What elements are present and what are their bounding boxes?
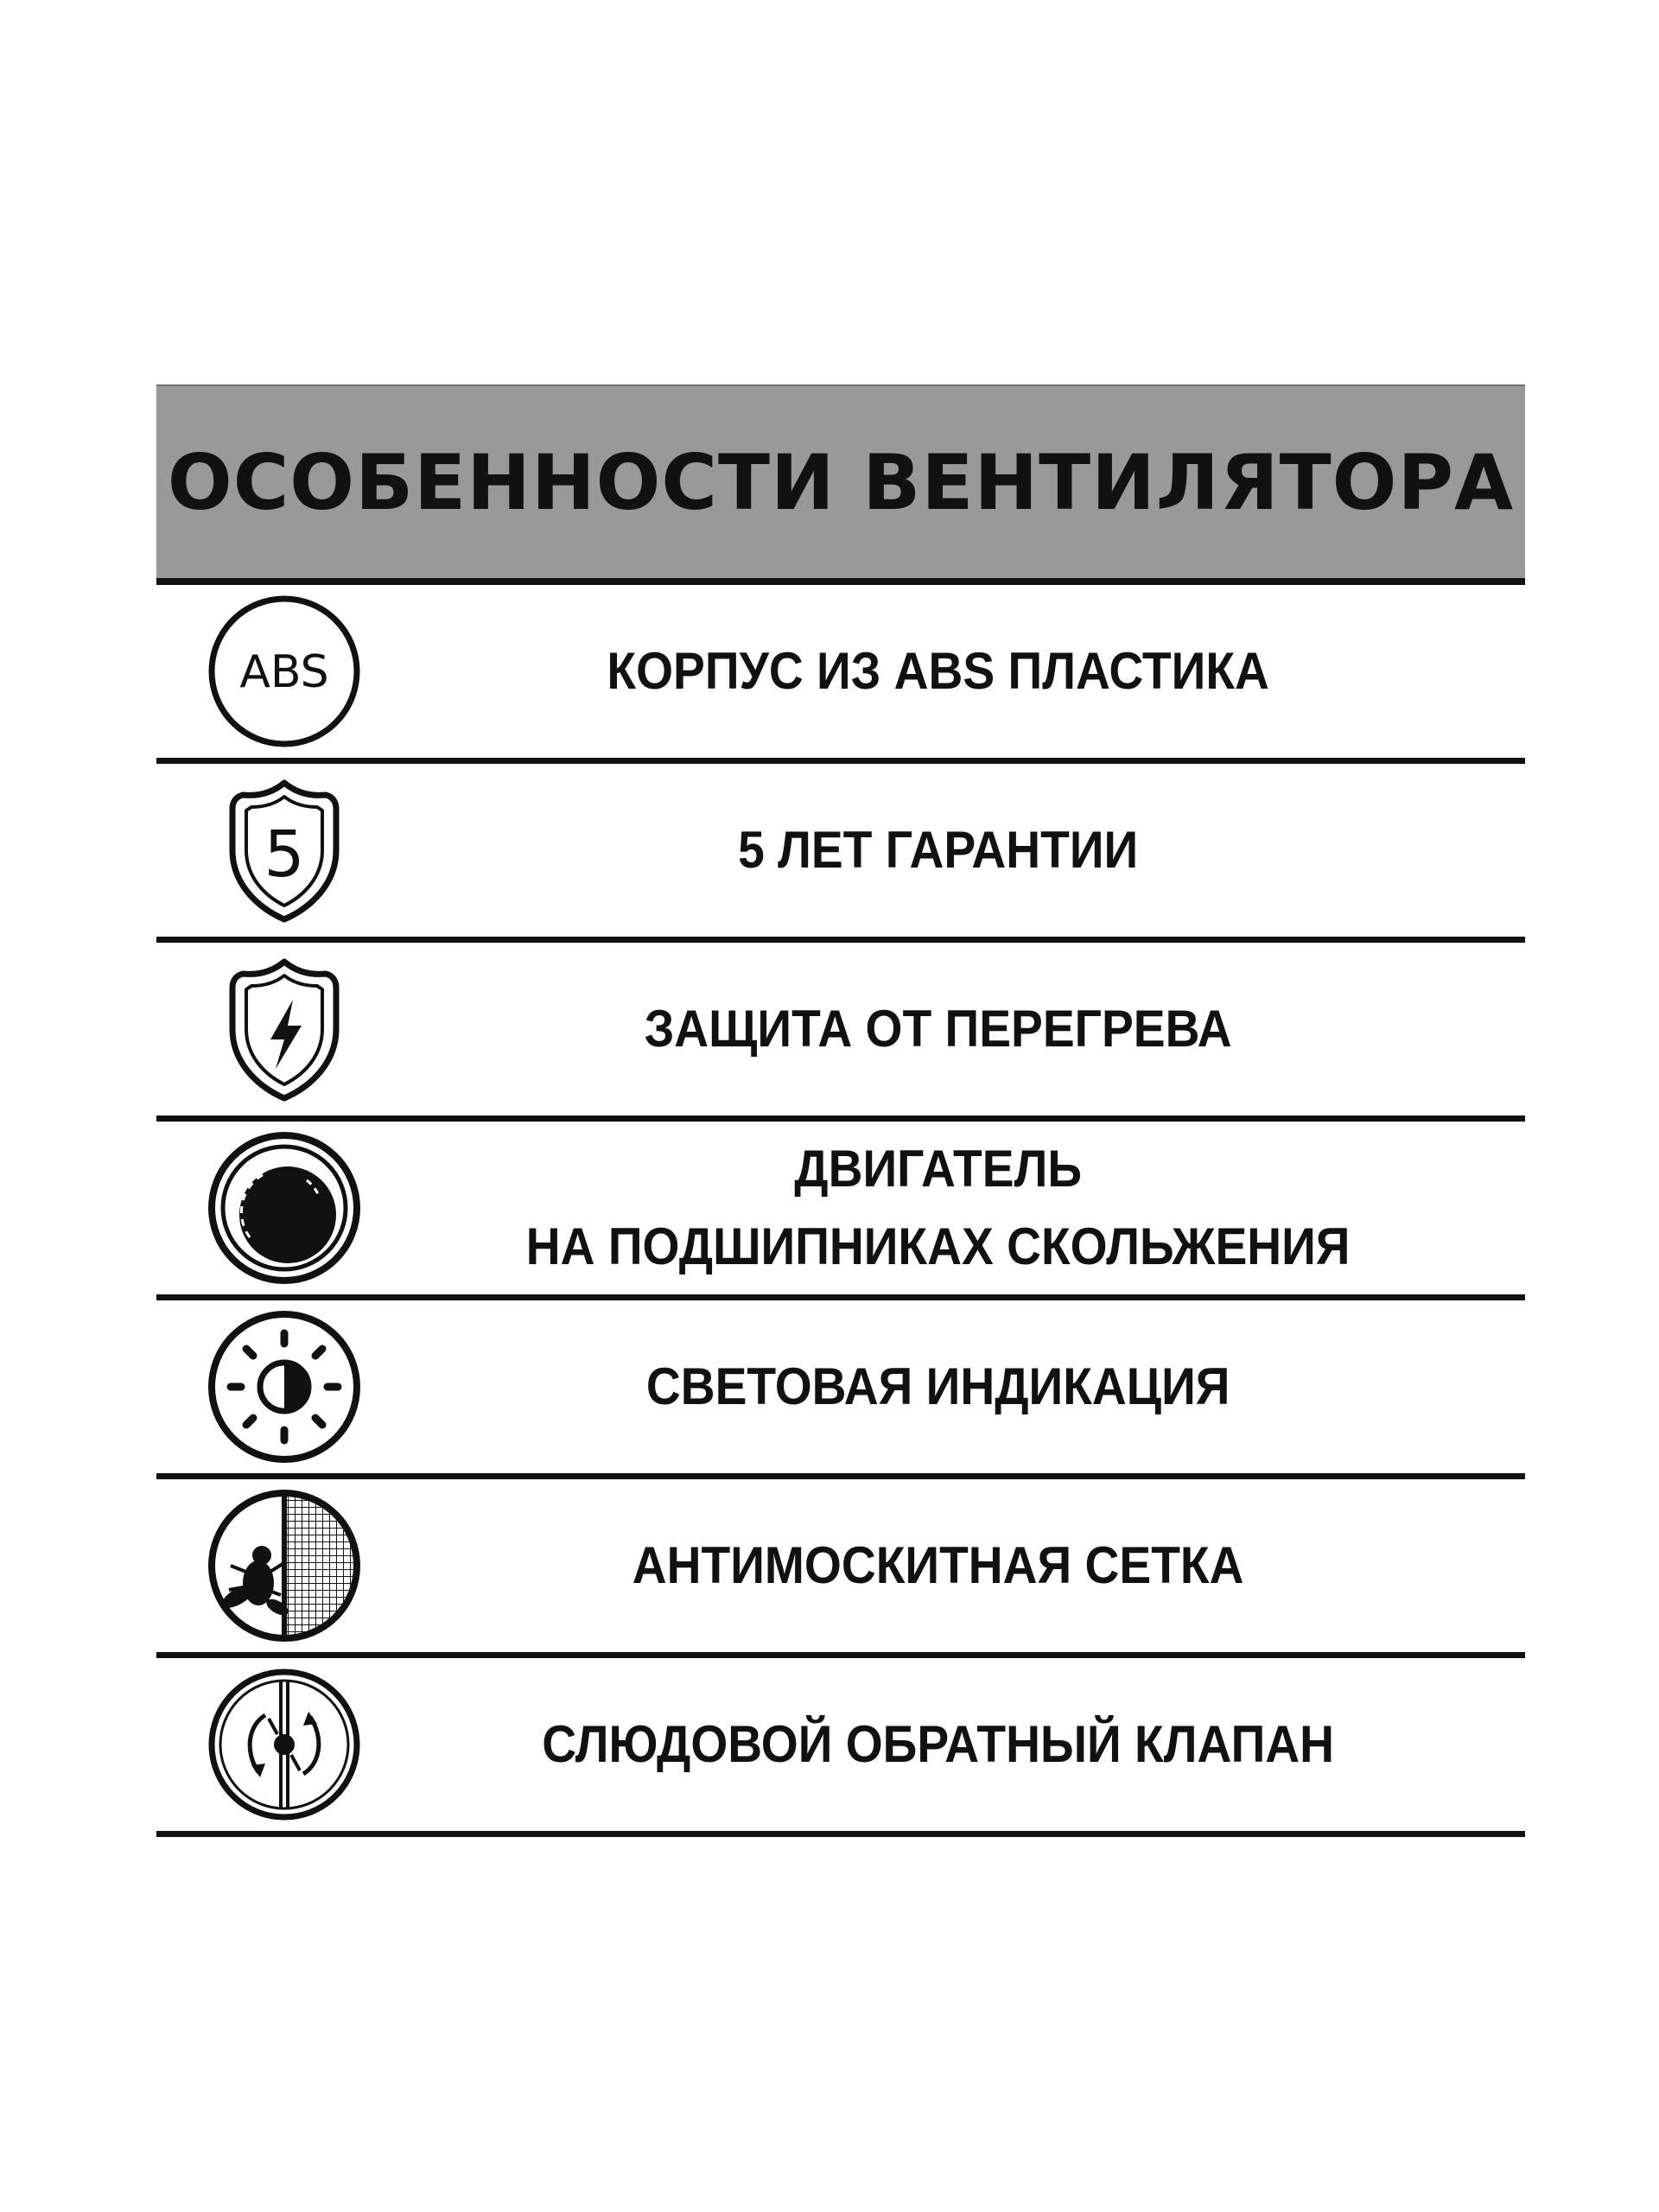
- mosquito-net-icon: [205, 1486, 364, 1645]
- feature-row-overheat: [156, 943, 1525, 1122]
- page-title: ОСОБЕННОСТИ ВЕНТИЛЯТОРА: [167, 437, 1515, 527]
- abs-circle-icon: [205, 592, 364, 751]
- header-bar: [156, 385, 1525, 578]
- shield-lightning-icon: [205, 950, 364, 1109]
- abs-icon-text: ABS: [239, 646, 329, 698]
- header-divider: [156, 578, 1525, 585]
- features-sheet: [156, 385, 1525, 1837]
- feature-label: [410, 990, 1478, 1068]
- feature-label-line: СЛЮДОВОЙ ОБРАТНЫЙ КЛАПАН: [542, 1715, 1335, 1773]
- check-valve-icon: [205, 1665, 364, 1824]
- feature-label-line: ЗАЩИТА ОТ ПЕРЕГРЕВА: [644, 1000, 1232, 1058]
- feature-label-line: АНТИМОСКИТНАЯ СЕТКА: [632, 1536, 1244, 1594]
- feature-label: [410, 1706, 1478, 1783]
- feature-label: [410, 811, 1478, 889]
- feature-label: [410, 1348, 1478, 1426]
- shield-icon-text: 5: [264, 817, 305, 892]
- feature-row-net: [156, 1479, 1525, 1658]
- feature-label-line: СВЕТОВАЯ ИНДИКАЦИЯ: [645, 1357, 1230, 1415]
- feature-row-valve: [156, 1658, 1525, 1837]
- feature-label: [410, 632, 1478, 710]
- bearing-icon: [205, 1128, 364, 1287]
- shield-5-icon: [205, 771, 364, 930]
- feature-row-indication: [156, 1300, 1525, 1479]
- feature-label-line: КОРПУС ИЗ ABS ПЛАСТИКА: [607, 642, 1269, 700]
- feature-label-line: 5 ЛЕТ ГАРАНТИИ: [738, 821, 1139, 879]
- feature-row-warranty: [156, 764, 1525, 943]
- feature-row-motor: [156, 1122, 1525, 1300]
- feature-label-line: ДВИГАТЕЛЬ: [794, 1140, 1083, 1198]
- feature-label-line: НА ПОДШИПНИКАХ СКОЛЬЖЕНИЯ: [525, 1217, 1351, 1275]
- feature-label: [410, 1527, 1478, 1605]
- feature-row-abs: [156, 585, 1525, 764]
- light-indicator-icon: [205, 1307, 364, 1466]
- feature-label: [410, 1130, 1478, 1286]
